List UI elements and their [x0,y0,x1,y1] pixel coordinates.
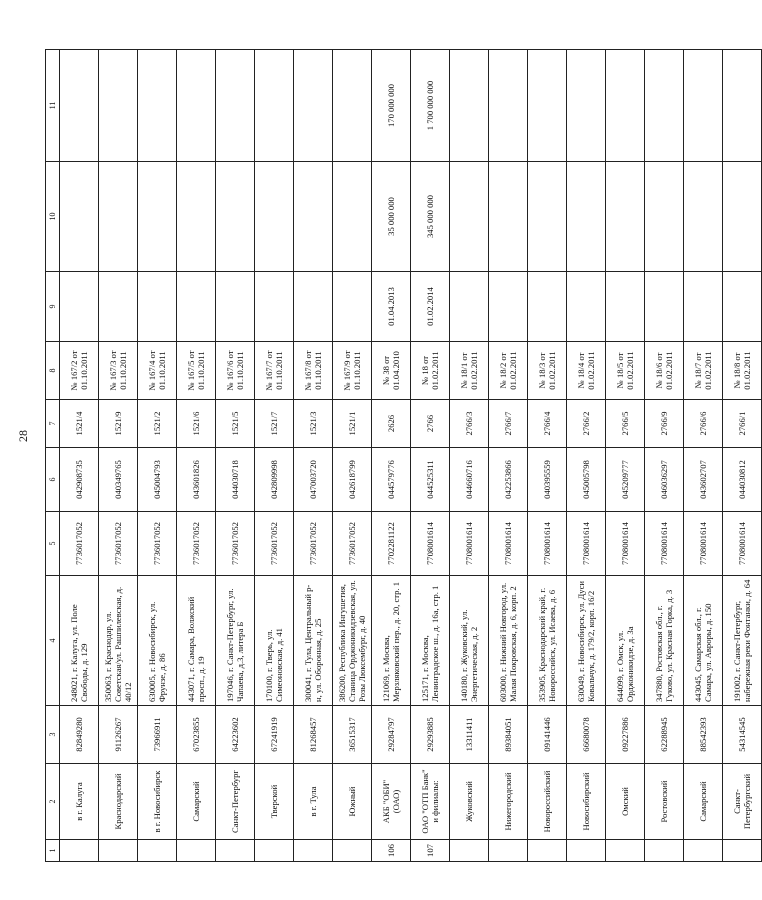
amount-limit-2: 170 000 000 [372,50,411,162]
amount-limit-1 [567,162,606,272]
bik-number: 040349765 [99,448,138,512]
column-number: 2 [46,764,60,840]
okpo-code: 09141446 [528,706,567,764]
row-number [645,840,684,862]
license: № 18 от 01.02.2011 [411,342,450,400]
inn-number: 7736017052 [60,512,99,576]
row-number [255,840,294,862]
bank-name: Ростовский [645,764,684,840]
license: № 167/4 от 01.10.2011 [138,342,177,400]
row-number [216,840,255,862]
license: № 167/5 от 01.10.2011 [177,342,216,400]
license: № 18/6 от 01.02.2011 [645,342,684,400]
accreditation-date [723,272,762,342]
accreditation-date [528,272,567,342]
row-number [138,840,177,862]
bik-number: 044030812 [723,448,762,512]
address: 125171, г. Москва, Ленинградское ш., д. 16а, стр. 1 [411,576,450,706]
table-row [411,50,450,862]
bank-name: Тверской [255,764,294,840]
okpo-code: 64223602 [216,706,255,764]
row-number [294,840,333,862]
inn-number: 7736017052 [177,512,216,576]
amount-limit-1: 35 000 000 [372,162,411,272]
row-number [60,840,99,862]
row-number [684,840,723,862]
address: 386200, Республика Ингушетия, Станица Орджоникидзевская, ул. Розы Люксембург, д. 40 [333,576,372,706]
accreditation-date [177,272,216,342]
amount-limit-2 [528,50,567,162]
okpo-code: 67023855 [177,706,216,764]
amount-limit-2 [138,50,177,162]
bank-name: Санкт-Петербургский [723,764,762,840]
accreditation-date [255,272,294,342]
okpo-code: 67241919 [255,706,294,764]
amount-limit-2 [177,50,216,162]
column-number: 10 [46,162,60,272]
amount-limit-2 [684,50,723,162]
table-row [606,50,645,862]
amount-limit-1 [723,162,762,272]
accreditation-date [216,272,255,342]
amount-limit-2: 1 700 000 000 [411,50,450,162]
amount-limit-1 [645,162,684,272]
inn-number: 7708001614 [489,512,528,576]
amount-limit-2 [255,50,294,162]
column-number: 5 [46,512,60,576]
license: № 167/9 от 01.10.2011 [333,342,372,400]
address: 248021, г. Калуга, ул. Поле Свободы, д. 129 [60,576,99,706]
bik-number: 044660716 [450,448,489,512]
registration-number: 2766/3 [450,400,489,448]
registration-number: 2766/2 [567,400,606,448]
address: 350063, г. Краснодар, ул. Советская/ул. Рашпилевская, д. 40/12 [99,576,138,706]
license: № 167/7 от 01.10.2011 [255,342,294,400]
table-row [294,50,333,862]
okpo-code: 29284797 [372,706,411,764]
bank-name: в г. Калуга [60,764,99,840]
table-row [645,50,684,862]
amount-limit-1 [528,162,567,272]
accreditation-date [567,272,606,342]
amount-limit-2 [99,50,138,162]
bank-name: Нижегородский [489,764,528,840]
registration-number: 1521/1 [333,400,372,448]
address: 630049, г. Новосибирск, ул. Дуси Ковальчук, д. 179/2, корп. 16/2 [567,576,606,706]
inn-number: 7736017052 [294,512,333,576]
column-number-row [46,50,60,862]
inn-number: 7708001614 [684,512,723,576]
accreditation-date [489,272,528,342]
accreditation-date: 01.04.2013 [372,272,411,342]
license: № 18/8 от 01.02.2011 [723,342,762,400]
address: 443045, Самарская обл., г. Самара, ул. Авроры, д. 150 [684,576,723,706]
column-number: 9 [46,272,60,342]
bank-name: АКБ "ОБИ" (ОАО) [372,764,411,840]
column-number: 11 [46,50,60,162]
inn-number: 7708001614 [528,512,567,576]
address: 140180, г. Жуковский, ул. Энергетическая, д. 2 [450,576,489,706]
registration-number: 1521/7 [255,400,294,448]
registration-number: 2766/6 [684,400,723,448]
amount-limit-2 [489,50,528,162]
amount-limit-2 [645,50,684,162]
row-number [723,840,762,862]
registry-table [45,49,762,862]
okpo-code: 91126267 [99,706,138,764]
accreditation-date [294,272,333,342]
registration-number: 2626 [372,400,411,448]
bik-number: 045209777 [606,448,645,512]
table-row [684,50,723,862]
amount-limit-1 [177,162,216,272]
accreditation-date [606,272,645,342]
address: 644099, г. Омск, ул. Орджоникидзе, д. 3а [606,576,645,706]
address: 170100, г. Тверь, ул. Симеоновская, д. 41 [255,576,294,706]
row-number [333,840,372,862]
address: 191002, г. Санкт-Петербург, набережная реки Фонтанки, д. 64 [723,576,762,706]
license: № 167/2 от 01.10.2011 [60,342,99,400]
address: 197046, г. Санкт-Петербург, ул. Чапаева, д.3, литера Б [216,576,255,706]
bik-number: 047003720 [294,448,333,512]
table-row [450,50,489,862]
column-number: 6 [46,448,60,512]
table-row [723,50,762,862]
bik-number: 044030718 [216,448,255,512]
accreditation-date [333,272,372,342]
inn-number: 7736017052 [99,512,138,576]
bank-name: в г. Тула [294,764,333,840]
accreditation-date [684,272,723,342]
bik-number: 042809998 [255,448,294,512]
okpo-code: 66680078 [567,706,606,764]
bank-name: Жуковский [450,764,489,840]
row-number: 107 [411,840,450,862]
inn-number: 7736017052 [333,512,372,576]
okpo-code: 89384051 [489,706,528,764]
table-row [255,50,294,862]
row-number [177,840,216,862]
bank-name: Самарский [684,764,723,840]
row-number [99,840,138,862]
amount-limit-2 [60,50,99,162]
registration-number: 1521/9 [99,400,138,448]
row-number [606,840,645,862]
inn-number: 7708001614 [645,512,684,576]
bik-number: 042618799 [333,448,372,512]
amount-limit-1 [450,162,489,272]
address: 121069, г. Москва, Мерзляковский пер., д. 20, стр. 1 [372,576,411,706]
registration-number: 1521/6 [177,400,216,448]
accreditation-date [450,272,489,342]
bank-name: Новороссийский [528,764,567,840]
registration-number: 1521/4 [60,400,99,448]
bik-number: 045004793 [138,448,177,512]
okpo-code: 62288945 [645,706,684,764]
inn-number: 7708001614 [411,512,450,576]
registration-number: 1521/3 [294,400,333,448]
okpo-code: 54314545 [723,706,762,764]
bik-number: 040395559 [528,448,567,512]
address: 630005, г. Новосибирск, ул. Фрунзе, д. 86 [138,576,177,706]
column-number: 8 [46,342,60,400]
page-number: 28 [16,430,30,442]
bik-number: 046036297 [645,448,684,512]
inn-number: 7708001614 [723,512,762,576]
license: № 18/3 от 01.02.2011 [528,342,567,400]
bank-name: Самарский [177,764,216,840]
column-number: 7 [46,400,60,448]
bank-name: Краснодарский [99,764,138,840]
amount-limit-2 [294,50,333,162]
amount-limit-1 [606,162,645,272]
registration-number: 2766/4 [528,400,567,448]
registration-number: 2766/9 [645,400,684,448]
table-row [60,50,99,862]
bank-name: Новосибирский [567,764,606,840]
accreditation-date [99,272,138,342]
registry-body [46,50,762,862]
license: № 18/4 от 01.02.2011 [567,342,606,400]
table-row [138,50,177,862]
bik-number: 042908735 [60,448,99,512]
license: № 167/6 от 01.10.2011 [216,342,255,400]
inn-number: 7736017052 [138,512,177,576]
column-number: 1 [46,840,60,862]
license: № 18/2 от 01.02.2011 [489,342,528,400]
row-number [489,840,528,862]
bik-number: 043602707 [684,448,723,512]
registration-number: 2766/1 [723,400,762,448]
table-row [333,50,372,862]
column-number: 4 [46,576,60,706]
okpo-code: 09227886 [606,706,645,764]
row-number [528,840,567,862]
address: 353905, Краснодарский край, г. Новороссийск, ул. Исаева, д. 6 [528,576,567,706]
license: № 38 от 01.04.2010 [372,342,411,400]
amount-limit-2 [333,50,372,162]
okpo-code: 73966911 [138,706,177,764]
license: № 167/3 от 01.10.2011 [99,342,138,400]
amount-limit-1 [294,162,333,272]
address: 443071, г. Самара, Волжский просп., д. 19 [177,576,216,706]
okpo-code: 29293885 [411,706,450,764]
bank-name: Санкт-Петербург [216,764,255,840]
license: № 18/1 от 01.02.2011 [450,342,489,400]
registration-number: 1521/2 [138,400,177,448]
table-row [99,50,138,862]
amount-limit-1 [99,162,138,272]
address: 347880, Ростовская обл., г. Гуково, ул. Красная Горка, д. 3 [645,576,684,706]
accreditation-date [645,272,684,342]
table-row [528,50,567,862]
row-number [450,840,489,862]
okpo-code: 81268457 [294,706,333,764]
rotated-page [45,50,752,862]
amount-limit-2 [723,50,762,162]
amount-limit-1 [684,162,723,272]
amount-limit-1 [489,162,528,272]
bik-number: 044525311 [411,448,450,512]
inn-number: 7708001614 [450,512,489,576]
license: № 18/5 от 01.02.2011 [606,342,645,400]
row-number [567,840,606,862]
amount-limit-1 [333,162,372,272]
amount-limit-1 [138,162,177,272]
accreditation-date [60,272,99,342]
bik-number: 044579776 [372,448,411,512]
okpo-code: 36515317 [333,706,372,764]
address: 300041, г. Тула, Центральный р-н, ул. Оборонная, д. 25 [294,576,333,706]
row-number: 106 [372,840,411,862]
amount-limit-2 [216,50,255,162]
amount-limit-1: 345 000 000 [411,162,450,272]
registration-number: 2766 [411,400,450,448]
amount-limit-1 [216,162,255,272]
okpo-code: 13311411 [450,706,489,764]
bik-number: 045005798 [567,448,606,512]
table-row [216,50,255,862]
bank-name: в г. Новосибирск [138,764,177,840]
license: № 18/7 от 01.02.2011 [684,342,723,400]
inn-number: 7708001614 [606,512,645,576]
amount-limit-1 [60,162,99,272]
table-row [567,50,606,862]
okpo-code: 88542393 [684,706,723,764]
amount-limit-2 [450,50,489,162]
amount-limit-2 [606,50,645,162]
bik-number: 042253866 [489,448,528,512]
accreditation-date: 01.02.2014 [411,272,450,342]
column-number: 3 [46,706,60,764]
table-row [177,50,216,862]
license: № 167/8 от 01.10.2011 [294,342,333,400]
inn-number: 7736017052 [216,512,255,576]
inn-number: 7736017052 [255,512,294,576]
accreditation-date [138,272,177,342]
bank-name: Южный [333,764,372,840]
table-row [489,50,528,862]
amount-limit-1 [255,162,294,272]
registration-number: 1521/5 [216,400,255,448]
bank-name: Омский [606,764,645,840]
bik-number: 043601826 [177,448,216,512]
address: 603000, г. Нижний Новгород, ул. Малая Покровская, д. 6, корп. 2 [489,576,528,706]
amount-limit-2 [567,50,606,162]
inn-number: 7708001614 [567,512,606,576]
table-row [372,50,411,862]
okpo-code: 82849280 [60,706,99,764]
inn-number: 7702281122 [372,512,411,576]
registration-number: 2766/7 [489,400,528,448]
bank-name: ОАО "ОТП Банк" и филиалы: [411,764,450,840]
registration-number: 2766/5 [606,400,645,448]
